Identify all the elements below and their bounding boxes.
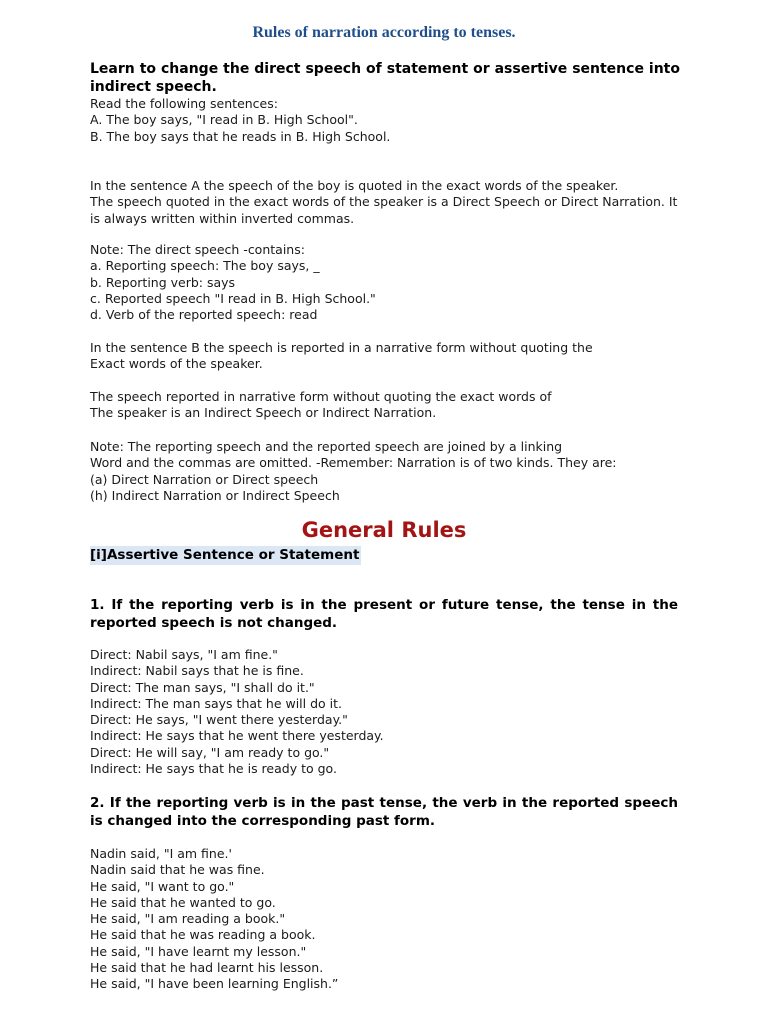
paragraph-line: In the sentence B the speech is reported in a narrative form without quoting the: [90, 340, 593, 355]
example-line: He said that he had learnt his lesson.: [90, 960, 324, 976]
general-rules-heading: General Rules: [301, 518, 467, 542]
example-line: Indirect: Nabil says that he is fine.: [90, 663, 304, 679]
example-line: Indirect: He says that he is ready to go.: [90, 761, 337, 777]
example-line: He said, "I have learnt my lesson.": [90, 943, 307, 959]
document-title: Rules of narration according to tenses.: [252, 24, 516, 41]
intro-line: B. The boy says that he reads in B. High School.: [90, 128, 391, 144]
note-line: Word and the commas are omitted. -Remember: Narration is of two kinds. They are:: [90, 455, 617, 471]
example-line: Indirect: He says that he went there yesterday.: [90, 728, 384, 744]
example-line: He said, "I have been learning English.”: [90, 976, 339, 992]
note-line: (a) Direct Narration or Direct speech: [90, 471, 319, 487]
example-line: Direct: The man says, "I shall do it.": [90, 679, 315, 695]
example-line: He said, "I want to go.": [90, 878, 235, 894]
intro-heading: Learn to change the direct speech of statement or assertive sentence into indirect speech.: [90, 61, 680, 95]
paragraph-line: Exact words of the speaker.: [90, 356, 263, 372]
note-narration-kinds: [90, 439, 680, 504]
rule-1-examples: [90, 647, 680, 777]
paragraph-line: In the sentence A the speech of the boy is quoted in the exact words of the speaker.: [90, 178, 619, 193]
intro-line: A. The boy says, "I read in B. High School".: [90, 112, 358, 128]
note-line: d. Verb of the reported speech: read: [90, 307, 318, 323]
rule-2-examples: [90, 846, 680, 993]
example-line: Direct: He says, "I went there yesterday.": [90, 712, 348, 728]
paragraph-sentence-b: [90, 340, 680, 373]
example-line: Direct: Nabil says, "I am fine.": [90, 647, 278, 662]
rule-1-heading: 1. If the reporting verb is in the present or future tense, the tense in the reported speech is not changed.: [90, 597, 678, 631]
paragraph-line: The speech quoted in the exact words of the speaker is a Direct Speech or Direct Narration. It: [90, 194, 678, 210]
paragraph-line: The speech reported in narrative form without quoting the exact words of: [90, 389, 552, 404]
intro-section: [90, 60, 680, 145]
example-line: He said that he was reading a book.: [90, 927, 316, 943]
note-line: c. Reported speech "I read in B. High School.": [90, 290, 376, 306]
note-direct-speech: [90, 242, 680, 323]
paragraph-line: The speaker is an Indirect Speech or Indirect Narration.: [90, 405, 437, 421]
paragraph-indirect-speech: [90, 389, 680, 422]
example-line: Nadin said that he was fine.: [90, 862, 265, 878]
note-line: Note: The reporting speech and the reported speech are joined by a linking: [90, 439, 563, 454]
note-line: Note: The direct speech -contains:: [90, 242, 305, 257]
paragraph-direct-speech: [90, 178, 680, 227]
intro-line: Read the following sentences:: [90, 96, 278, 111]
example-line: He said that he wanted to go.: [90, 894, 276, 910]
example-line: Nadin said, "I am fine.': [90, 846, 232, 861]
rule-2-heading: 2. If the reporting verb is in the past tense, the verb in the reported speech is changed into the corresponding past form.: [90, 795, 678, 829]
section-heading-assertive: [i]Assertive Sentence or Statement: [90, 547, 360, 563]
example-line: Direct: He will say, "I am ready to go.": [90, 744, 330, 760]
example-line: Indirect: The man says that he will do it.: [90, 695, 343, 711]
example-line: He said, "I am reading a book.": [90, 911, 286, 927]
note-line: (h) Indirect Narration or Indirect Speech: [90, 487, 340, 503]
paragraph-line: is always written within inverted commas.: [90, 210, 355, 226]
note-line: a. Reporting speech: The boy says, _: [90, 258, 320, 274]
note-line: b. Reporting verb: says: [90, 274, 236, 290]
